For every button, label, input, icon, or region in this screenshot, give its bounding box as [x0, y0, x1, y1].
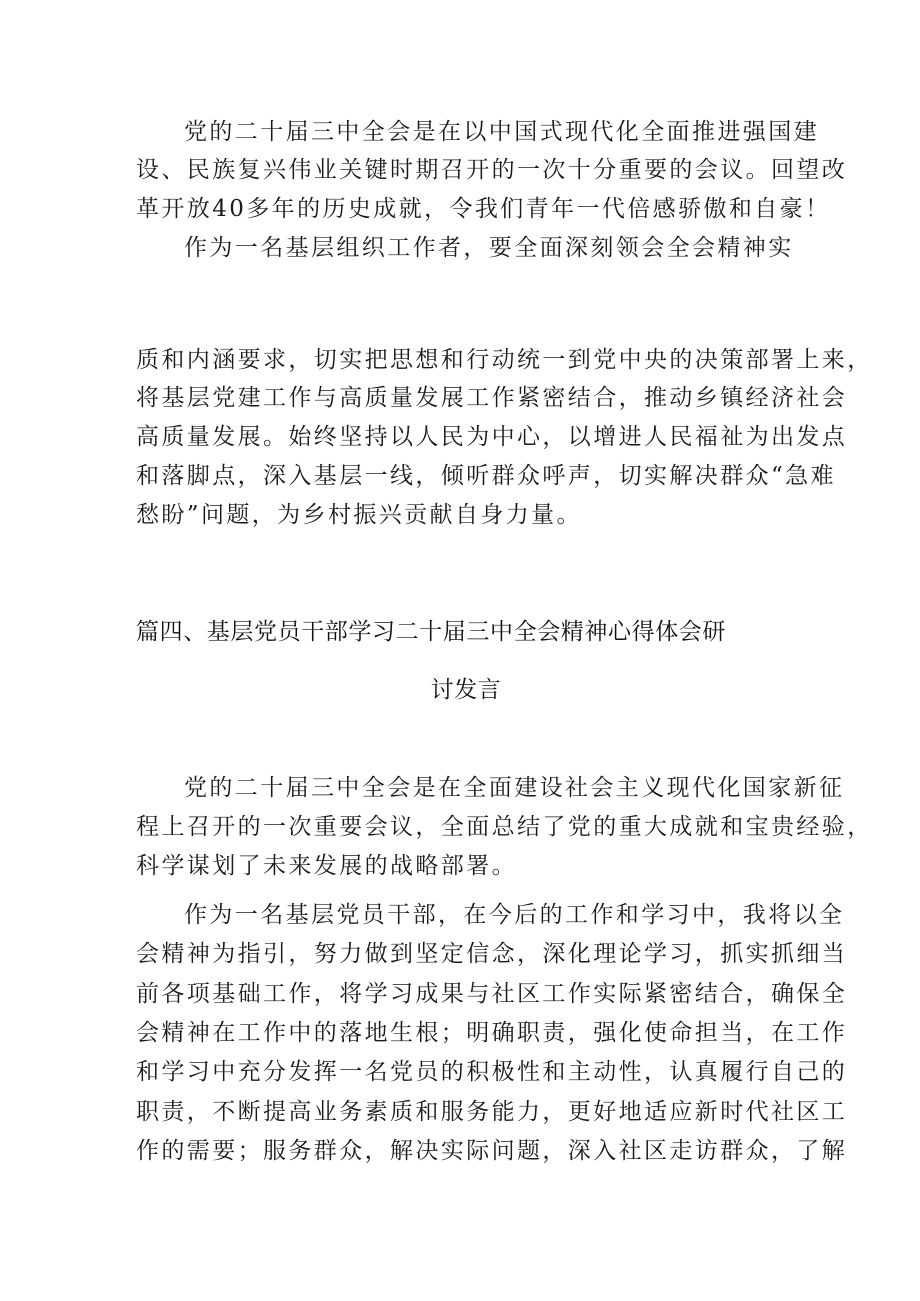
paragraph-line: 设、民族复兴伟业关键时期召开的一次十分重要的会议。回望改 [136, 157, 848, 183]
section-heading: 篇四、基层党员干部学习二十届三中全会精神心得体会研 [136, 619, 726, 645]
section-heading-continuation: 讨发言 [430, 677, 502, 703]
paragraph-line: 高质量发展。始终坚持以人民为中心，以增进人民福祉为出发点 [136, 424, 848, 450]
paragraph-line: 职责，不断提高业务素质和服务能力，更好地适应新时代社区工 [136, 1099, 848, 1125]
paragraph-line: 会精神为指引，努力做到坚定信念，深化理论学习，抓实抓细当 [136, 941, 848, 967]
paragraph-line: 作为一名基层组织工作者，要全面深刻领会全会精神实 [184, 235, 794, 261]
paragraph-line: 和学习中充分发挥一名党员的积极性和主动性，认真履行自己的 [136, 1059, 848, 1085]
paragraph-line: 质和内涵要求，切实把思想和行动统一到党中央的决策部署上来， [136, 347, 873, 373]
paragraph-line: 会精神在工作中的落地生根；明确职责，强化使命担当，在工作 [136, 1020, 848, 1046]
paragraph-line: 愁盼”问题，为乡村振兴贡献自身力量。 [136, 502, 582, 528]
paragraph-line: 作为一名基层党员干部，在今后的工作和学习中，我将以全 [184, 902, 845, 928]
paragraph-line: 将基层党建工作与高质量发展工作紧密结合，推动乡镇经济社会 [136, 385, 848, 411]
paragraph-line: 程上召开的一次重要会议，全面总结了党的重大成就和宝贵经验， [136, 814, 873, 840]
paragraph-line: 前各项基础工作，将学习成果与社区工作实际紧密结合，确保全 [136, 981, 848, 1007]
paragraph-line: 科学谋划了未来发展的战略部署。 [136, 853, 517, 879]
paragraph-line: 作的需要；服务群众，解决实际问题，深入社区走访群众，了解 [136, 1138, 848, 1164]
paragraph-line: 党的二十届三中全会是在全面建设社会主义现代化国家新征 [184, 775, 845, 801]
paragraph-line: 和落脚点，深入基层一线，倾听群众呼声，切实解决群众“急难 [136, 463, 836, 489]
paragraph-line: 革开放40多年的历史成就，令我们青年一代倍感骄傲和自豪！ [136, 196, 831, 222]
paragraph-line: 党的二十届三中全会是在以中国式现代化全面推进强国建 [184, 119, 819, 145]
